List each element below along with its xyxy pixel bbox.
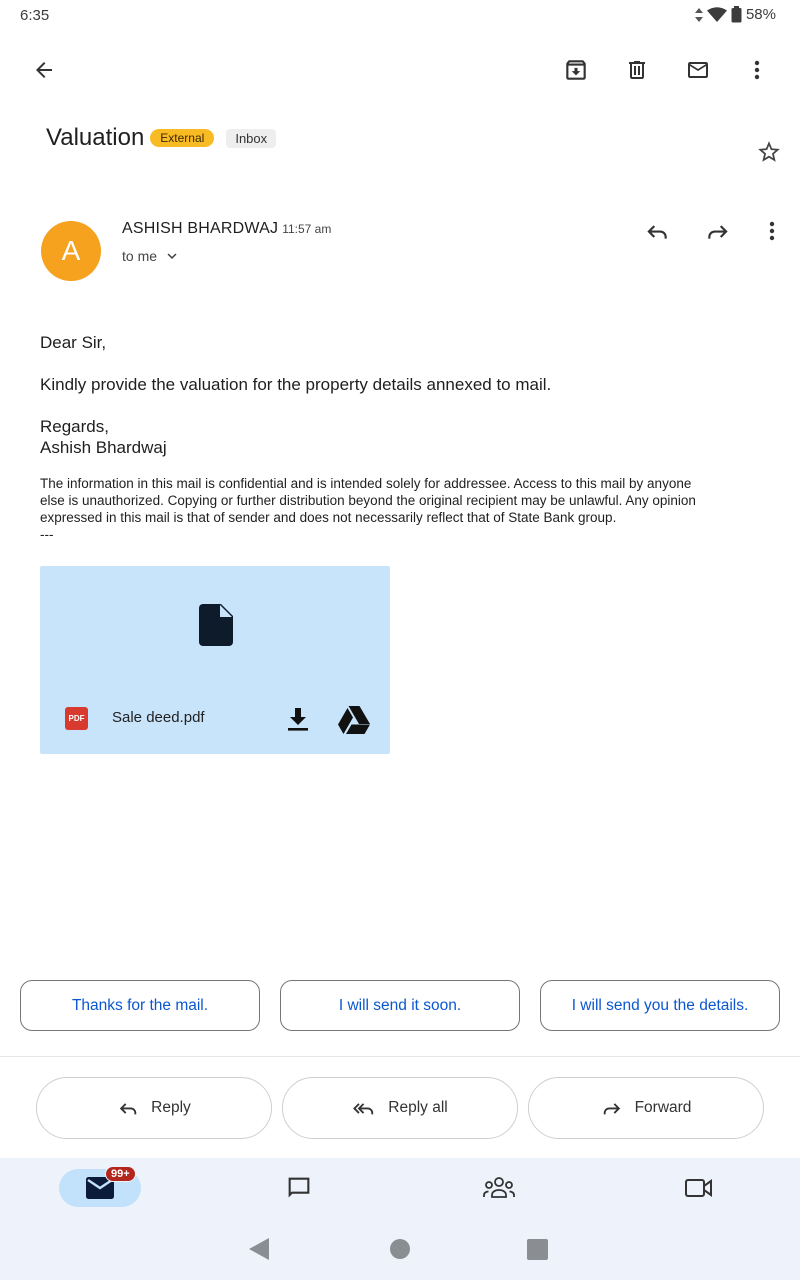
status-time: 6:35 xyxy=(20,7,50,24)
attachment-name: Sale deed.pdf xyxy=(112,709,205,726)
email-subject: Valuation xyxy=(46,124,145,151)
status-bar xyxy=(0,0,800,32)
archive-button[interactable] xyxy=(552,46,600,94)
smart-reply-3[interactable]: I will send you the details. xyxy=(540,980,780,1031)
reply-all-button[interactable] xyxy=(282,1077,518,1139)
download-button[interactable] xyxy=(280,702,316,738)
label-external: External xyxy=(150,129,214,147)
sent-time: 11:57 am xyxy=(282,222,332,236)
more-vert-icon xyxy=(745,58,769,82)
video-camera-icon xyxy=(684,1176,714,1200)
avatar[interactable]: A xyxy=(41,221,101,281)
archive-icon xyxy=(563,57,589,83)
nav-chat[interactable] xyxy=(258,1169,340,1207)
mail-icon xyxy=(684,58,712,82)
data-arrows-icon xyxy=(695,8,703,22)
star-icon xyxy=(756,139,782,165)
file-icon xyxy=(199,604,233,646)
system-recents-icon[interactable] xyxy=(527,1239,548,1260)
more-vert-icon xyxy=(760,219,784,243)
reply-icon xyxy=(644,218,670,244)
message-more-button[interactable] xyxy=(748,207,796,255)
body-signature: Ashish Bhardwaj xyxy=(40,438,167,457)
system-home-icon[interactable] xyxy=(389,1238,411,1260)
label-inbox[interactable]: Inbox xyxy=(226,129,276,148)
toolbar xyxy=(0,44,800,100)
reply-all-icon xyxy=(352,1097,376,1119)
reply-icon xyxy=(117,1097,139,1119)
smart-reply-2[interactable]: I will send it soon. xyxy=(280,980,520,1031)
forward-icon-button[interactable] xyxy=(694,207,742,255)
body-message: Kindly provide the valuation for the property details annexed to mail. xyxy=(40,375,552,394)
drive-icon xyxy=(338,706,370,734)
download-icon xyxy=(287,708,309,732)
back-button[interactable] xyxy=(20,46,68,94)
status-icons xyxy=(695,6,776,23)
reply-button[interactable] xyxy=(36,1077,272,1139)
separator: --- xyxy=(40,527,54,542)
pdf-icon: PDF xyxy=(65,707,88,730)
arrow-back-icon xyxy=(32,58,56,82)
unread-badge: 99+ xyxy=(105,1166,136,1182)
disclaimer xyxy=(40,475,760,543)
disclaimer-line: else is unauthorized. Copying or further distribution beyond the original recipient may be unlawful. Any opinion xyxy=(40,493,696,508)
forward-icon xyxy=(601,1097,623,1119)
forward-label: Forward xyxy=(634,1099,692,1116)
system-back-icon[interactable] xyxy=(248,1237,270,1261)
recipient-toggle[interactable] xyxy=(122,247,181,265)
subject-row xyxy=(46,124,276,152)
divider xyxy=(0,1056,800,1057)
sender-name: ASHISH BHARDWAJ xyxy=(122,220,279,237)
bottom-nav xyxy=(0,1158,800,1280)
mark-unread-button[interactable] xyxy=(674,46,722,94)
battery-icon xyxy=(731,6,742,23)
delete-button[interactable] xyxy=(613,46,661,94)
nav-mail[interactable] xyxy=(59,1169,141,1207)
reply-label: Reply xyxy=(151,1099,191,1116)
disclaimer-line: The information in this mail is confidential and is intended solely for addressee. Access to this mail by anyone xyxy=(40,476,692,491)
people-icon xyxy=(483,1175,515,1201)
disclaimer-line: expressed in this mail is that of sender and does not necessarily reflect that of State Bank group. xyxy=(40,510,617,525)
trash-icon xyxy=(625,57,649,83)
battery-level: 58% xyxy=(745,6,776,23)
body-closing: Regards, xyxy=(40,417,109,436)
forward-button[interactable] xyxy=(528,1077,764,1139)
body-greeting: Dear Sir, xyxy=(40,333,107,352)
reply-all-label: Reply all xyxy=(388,1099,448,1116)
save-to-drive-button[interactable] xyxy=(336,702,372,738)
nav-meet[interactable] xyxy=(658,1169,740,1207)
reply-icon-button[interactable] xyxy=(633,207,681,255)
recipient-label: to me xyxy=(122,248,158,264)
smart-reply-1[interactable]: Thanks for the mail. xyxy=(20,980,260,1031)
more-options-button[interactable] xyxy=(733,46,781,94)
chevron-down-icon xyxy=(163,247,181,265)
nav-spaces[interactable] xyxy=(458,1169,540,1207)
sender-line xyxy=(122,220,331,238)
wifi-icon xyxy=(707,7,727,23)
chat-icon xyxy=(285,1174,313,1202)
forward-icon xyxy=(705,218,731,244)
star-button[interactable] xyxy=(745,128,793,176)
attachment-card[interactable] xyxy=(40,566,390,754)
